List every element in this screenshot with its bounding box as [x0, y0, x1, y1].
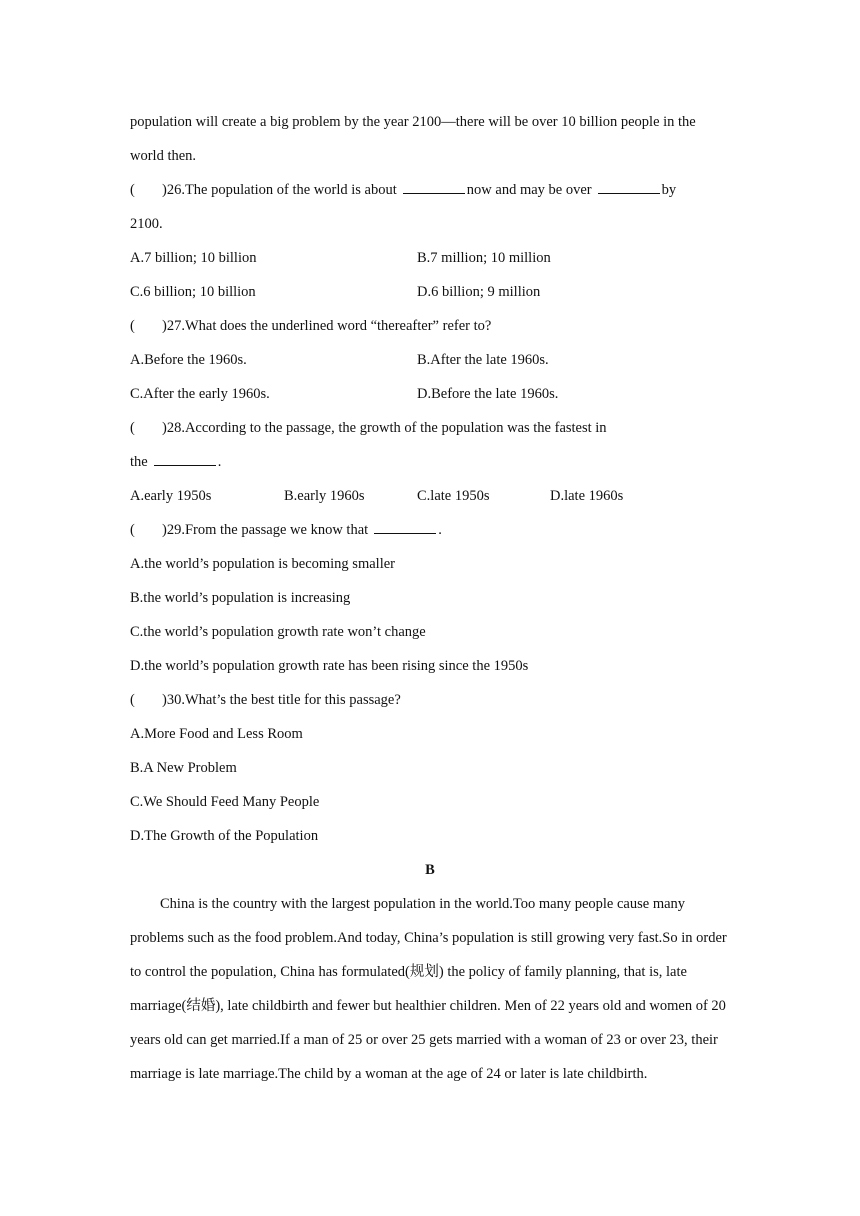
answer-blank	[374, 521, 436, 534]
question-26-text: )26.The population of the world is about	[162, 182, 397, 198]
option-c[interactable]: C.6 billion; 10 billion	[130, 284, 256, 300]
answer-paren[interactable]: (	[130, 182, 135, 198]
question-27	[130, 309, 730, 343]
question-30	[130, 683, 730, 717]
question-28-text-b: the	[130, 454, 148, 470]
document-page	[130, 105, 730, 1091]
option-b[interactable]: B.7 million; 10 million	[417, 250, 551, 266]
question-27-text: )27.What does the underlined word “thereafter” refer to?	[162, 318, 492, 334]
option-d[interactable]: D.late 1960s	[550, 488, 624, 504]
question-28-text: )28.According to the passage, the growth of the population was the fastest in	[162, 420, 607, 436]
question-26-options-row-2	[130, 275, 730, 309]
option-a[interactable]: A.the world’s population is becoming smaller	[130, 556, 395, 572]
question-29-text: )29.From the passage we know that	[162, 522, 369, 538]
question-28-text-c: .	[217, 454, 222, 470]
option-a[interactable]: A.early 1950s	[130, 488, 212, 504]
question-26-text-b: now and may be over	[466, 182, 592, 198]
answer-paren[interactable]: (	[130, 420, 135, 436]
option-d[interactable]: D.6 billion; 9 million	[417, 284, 541, 300]
option-a[interactable]: A.7 billion; 10 billion	[130, 250, 257, 266]
question-26-options-row-1	[130, 241, 730, 275]
option-c[interactable]: C.We Should Feed Many People	[130, 794, 320, 810]
question-28-options	[130, 479, 730, 513]
question-28-continuation	[130, 445, 730, 479]
question-30-text: )30.What’s the best title for this passage?	[162, 692, 401, 708]
answer-paren[interactable]: (	[130, 522, 135, 538]
question-29	[130, 513, 730, 547]
option-d[interactable]: D.The Growth of the Population	[130, 828, 319, 844]
section-heading: B	[425, 862, 435, 878]
answer-paren[interactable]: (	[130, 318, 135, 334]
answer-blank	[154, 453, 216, 466]
option-d[interactable]: D.Before the late 1960s.	[417, 386, 559, 402]
answer-blank	[598, 181, 660, 194]
question-28	[130, 411, 730, 445]
question-26	[130, 173, 730, 207]
option-b[interactable]: B.early 1960s	[284, 488, 365, 504]
intro-line-2: world then.	[130, 148, 197, 164]
answer-blank	[403, 181, 465, 194]
option-c[interactable]: C.After the early 1960s.	[130, 386, 270, 402]
passage-paragraph: China is the country with the largest population in the world.Too many people cause many problems such as the food problem.And today, China’s population is still growing very fast.So in order to control the population, China has formulated(规划) the policy of family planning, that is, late marriage(结婚), late childbirth and fewer but healthier children. Men of 22 years old and women of 20 years old can get married.If a man of 25 or over 25 gets married with a woman of 23 or over 23, their marriage is late marriage.The child by a woman at the age of 24 or later is late childbirth.	[130, 896, 727, 1082]
option-b[interactable]: B.After the late 1960s.	[417, 352, 549, 368]
option-b[interactable]: B.A New Problem	[130, 760, 237, 776]
question-27-options-row-2	[130, 377, 730, 411]
answer-paren[interactable]: (	[130, 692, 135, 708]
option-a[interactable]: A.More Food and Less Room	[130, 726, 303, 742]
question-26-text-c: by	[661, 182, 677, 198]
question-27-options-row-1	[130, 343, 730, 377]
option-b[interactable]: B.the world’s population is increasing	[130, 590, 351, 606]
intro-line-1: population will create a big problem by the year 2100—there will be over 10 billion people in the	[130, 114, 696, 130]
option-d[interactable]: D.the world’s population growth rate has been rising since the 1950s	[130, 658, 529, 674]
option-c[interactable]: C.late 1950s	[417, 488, 490, 504]
question-29-text-c: .	[438, 522, 442, 538]
option-c[interactable]: C.the world’s population growth rate won’t change	[130, 624, 426, 640]
option-a[interactable]: A.Before the 1960s.	[130, 352, 247, 368]
question-26-continuation: 2100.	[130, 216, 163, 232]
